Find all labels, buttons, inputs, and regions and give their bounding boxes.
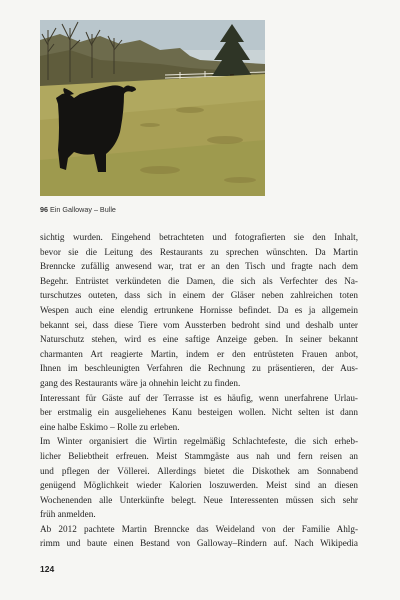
text-line: bevor sie die Leitung des Restaurants zu sprechen wünschten. Da Martin	[40, 246, 358, 257]
text-line: Im Winter organisiert die Wirtin regelmäßig Schlachtefeste, die sich erheb-	[40, 436, 358, 447]
text-line: ber erstmalig ein ausgeliehenes Kanu besteigen wollen. Nicht selten ist dann	[40, 407, 358, 418]
text-line: genügend Möglichkeit wieder Kalorien loszuwerden. Meist sind an diesen	[40, 480, 358, 491]
page-number: 124	[40, 564, 55, 574]
text-line: eine halbe Eskimo – Rolle zu erleben.	[40, 421, 180, 432]
body-text	[40, 230, 358, 551]
paragraph-3	[40, 434, 358, 522]
text-line: gang des Restaurants wäre ja ohnehin leicht zu finden.	[40, 377, 241, 388]
text-line: Wochenenden alle Unterkünfte belegt. Neue Interessenten müssen sich sehr	[40, 494, 358, 505]
text-line: bekannt sei, dass diese Tiere vom Aussterben bedroht sind und deshalb unter	[40, 319, 358, 330]
paragraph-4	[40, 522, 358, 551]
text-line: rimm und baute einen Bestand von Galloway–Rindern auf. Nach Wikipedia	[40, 538, 358, 549]
text-line: Ihnen im beschleunigten Verfahren die Rechnung zu präsentieren, der Aus-	[40, 363, 358, 374]
text-line: licher Beliebtheit erfreuen. Meist Stammgäste aus nah und fern reisen an	[40, 450, 358, 461]
text-line: Ab 2012 pachtete Martin Brenncke das Weideland von der Familie Ahlg-	[40, 523, 358, 534]
text-line: charmanten Art reagierte Martin, indem er den entrüsteten Frauen anbot,	[40, 348, 358, 359]
text-line: und pflegen der Völlerei. Allerdings bietet die Diskothek am Sonnabend	[40, 465, 358, 476]
text-line: Wespen auch eine elendig ertrunkene Hornisse befindet. Da es ja allgemein	[40, 304, 358, 315]
figure-caption	[40, 205, 280, 214]
text-line: Begehr. Entrüstet verkündeten die Damen, die sich als Verfechter des Na-	[40, 275, 358, 286]
photo-illustration	[40, 20, 265, 196]
figure-number: 96	[40, 205, 48, 214]
text-line: sichtig wurden. Eingehend betrachteten und fotografierten sie den Inhalt,	[40, 232, 358, 242]
text-line: Interessant für Gäste auf der Terrasse ist es häufig, wenn unerfahrene Urlau-	[40, 392, 358, 403]
paragraph-2	[40, 391, 358, 435]
text-line: Brenncke zufällig anwesend war, trat er an den Tisch und fragte nach dem	[40, 261, 358, 272]
text-line: turschutzes outeten, dass sich in einem der Gläser neben zahlreichen toten	[40, 290, 358, 301]
paragraph-1	[40, 230, 358, 391]
text-line: früh anmelden.	[40, 509, 96, 520]
galloway-bull-photo	[40, 20, 265, 196]
text-line: Naturschutz stehen, wird es eine saftige Anzeige geben. In seiner bekannt	[40, 334, 358, 345]
figure-caption-text: Ein Galloway – Bulle	[50, 205, 116, 214]
